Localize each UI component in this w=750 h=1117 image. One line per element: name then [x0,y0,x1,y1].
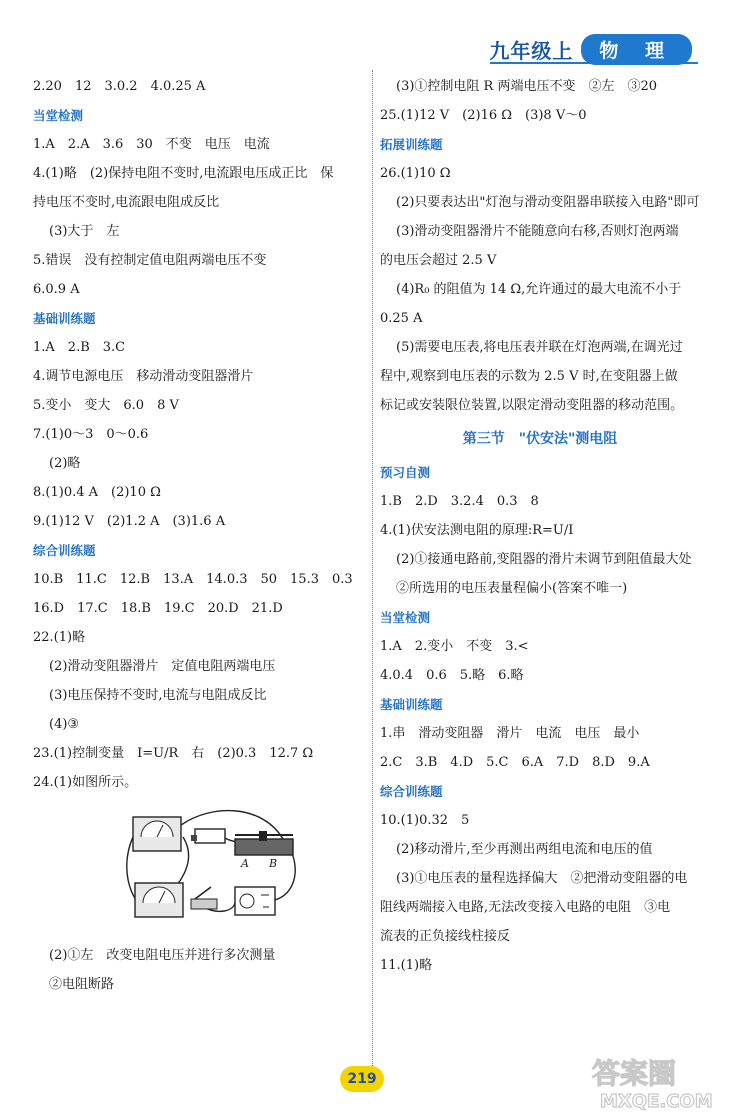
section-heading: 预习自测 [380,465,431,480]
answer-line: 标记或安装限位装置,以限定滑动变阻器的移动范围。 [380,398,684,413]
header-rule [490,62,698,64]
answer-line: 10.B 11.C 12.B 13.A 14.0.3 50 15.3 0.3 [33,572,353,587]
section-heading: 当堂检测 [380,610,431,625]
rheostat-label-b: B [269,857,278,870]
watermark-logo-icon [590,1053,740,1113]
rheostat-label-a: A [241,857,249,870]
answer-line: 9.(1)12 V (2)1.2 A (3)1.6 A [33,514,226,529]
answer-line: 4.调节电源电压 移动滑动变阻器滑片 [33,369,254,384]
answer-line: 1.A 2.变小 不变 3.< [380,639,529,654]
answer-line: (3)①电压表的量程选择偏大 ②把滑动变阻器的电 [396,871,688,886]
right-column [380,72,700,980]
grade-label: 九年级上 [489,38,574,63]
answer-line: 阻线两端接入电路,无法改变接入电路的电阻 ③电 [380,900,671,915]
page-number: 219 [340,1066,384,1092]
section-heading: 基础训练题 [380,697,443,712]
svg-text:答案圈: 答案圈 [592,1057,677,1090]
answer-line: 的电压会超过 2.5 V [380,253,497,268]
answer-line: 16.D 17.C 18.B 19.C 20.D 21.D [33,601,283,616]
answer-line: (2)只要表达出"灯泡与滑动变阻器串联接入电路"即可 [396,195,700,210]
section-heading: 基础训练题 [33,311,96,326]
answer-line: 26.(1)10 Ω [380,166,451,181]
answer-line: 6.0.9 A [33,282,80,297]
section-heading: 综合训练题 [33,543,96,558]
answer-line: 4.(1)略 (2)保持电阻不变时,电流跟电压成正比 保 [33,166,334,181]
answer-line: 23.(1)控制变量 I=U/R 右 (2)0.3 12.7 Ω [33,746,314,761]
answer-line: (2)移动滑片,至少再测出两组电流和电压的值 [396,842,653,857]
answer-line: 22.(1)略 [33,630,86,645]
answer-line: 持电压不变时,电流跟电阻成反比 [33,195,220,210]
answer-line: 流表的正负接线柱接反 [380,929,511,944]
answer-line: (2)略 [49,456,81,471]
answer-line: (3)滑动变阻器滑片不能随意向右移,否则灯泡两端 [396,224,679,239]
circuit-figure [123,803,361,935]
answer-line: 5.变小 变大 6.0 8 V [33,398,179,413]
answer-line: 1.A 2.A 3.6 30 不变 电压 电流 [33,137,270,152]
chapter-section-title: 第三节 "伏安法"测电阻 [462,431,618,447]
circuit-diagram-icon [123,803,303,931]
left-column [33,72,361,999]
svg-text:MXQE.COM: MXQE.COM [600,1091,713,1112]
answer-line: (4)③ [49,717,80,732]
answer-line: (4)R₀ 的阻值为 14 Ω,允许通过的最大电流不小于 [396,282,682,297]
answer-line: (2)滑动变阻器滑片 定值电阻两端电压 [49,659,276,674]
answer-line: 4.(1)伏安法测电阻的原理:R=U/I [380,523,574,538]
answer-line: 1.串 滑动变阻器 滑片 电流 电压 最小 [380,726,640,741]
answer-line: (2)①左 改变电阻电压并进行多次测量 [49,948,276,963]
answer-line: 25.(1)12 V (2)16 Ω (3)8 V～0 [380,108,587,123]
section-heading: 拓展训练题 [380,137,443,152]
answer-line: (3)大于 左 [49,224,120,239]
answer-line: ②所选用的电压表量程偏小(答案不唯一) [396,581,628,596]
answer-line: (2)①接通电路前,变阻器的滑片未调节到阻值最大处 [396,552,692,567]
answer-line: 10.(1)0.32 5 [380,813,470,828]
subject-badge: 物 理 [581,34,692,65]
answer-line: ②电阻断路 [49,977,115,992]
answer-line: 5.错误 没有控制定值电阻两端电压不变 [33,253,267,268]
answer-line: 11.(1)略 [380,958,433,973]
answer-line: (3)电压保持不变时,电流与电阻成反比 [49,688,267,703]
answer-line: 7.(1)0～3 0～0.6 [33,427,149,442]
column-divider [372,70,373,1070]
answer-line: 24.(1)如图所示。 [33,775,138,790]
answer-line: 4.0.4 0.6 5.略 6.略 [380,668,524,683]
page-header [489,34,692,64]
section-heading: 综合训练题 [380,784,443,799]
section-heading: 当堂检测 [33,108,84,123]
answer-line: (3)①控制电阻 R 两端电压不变 ②左 ③20 [396,79,658,94]
answer-line: 2.20 12 3.0.2 4.0.25 A [33,79,206,94]
answer-line: (5)需要电压表,将电压表并联在灯泡两端,在调光过 [396,340,683,355]
answer-line: 0.25 A [380,311,423,326]
answer-line: 1.A 2.B 3.C [33,340,126,355]
answer-line: 程中,观察到电压表的示数为 2.5 V 时,在变阻器上做 [380,369,678,384]
answer-line: 2.C 3.B 4.D 5.C 6.A 7.D 8.D 9.A [380,755,650,770]
answer-line: 1.B 2.D 3.2.4 0.3 8 [380,494,539,509]
answer-line: 8.(1)0.4 A (2)10 Ω [33,485,161,500]
